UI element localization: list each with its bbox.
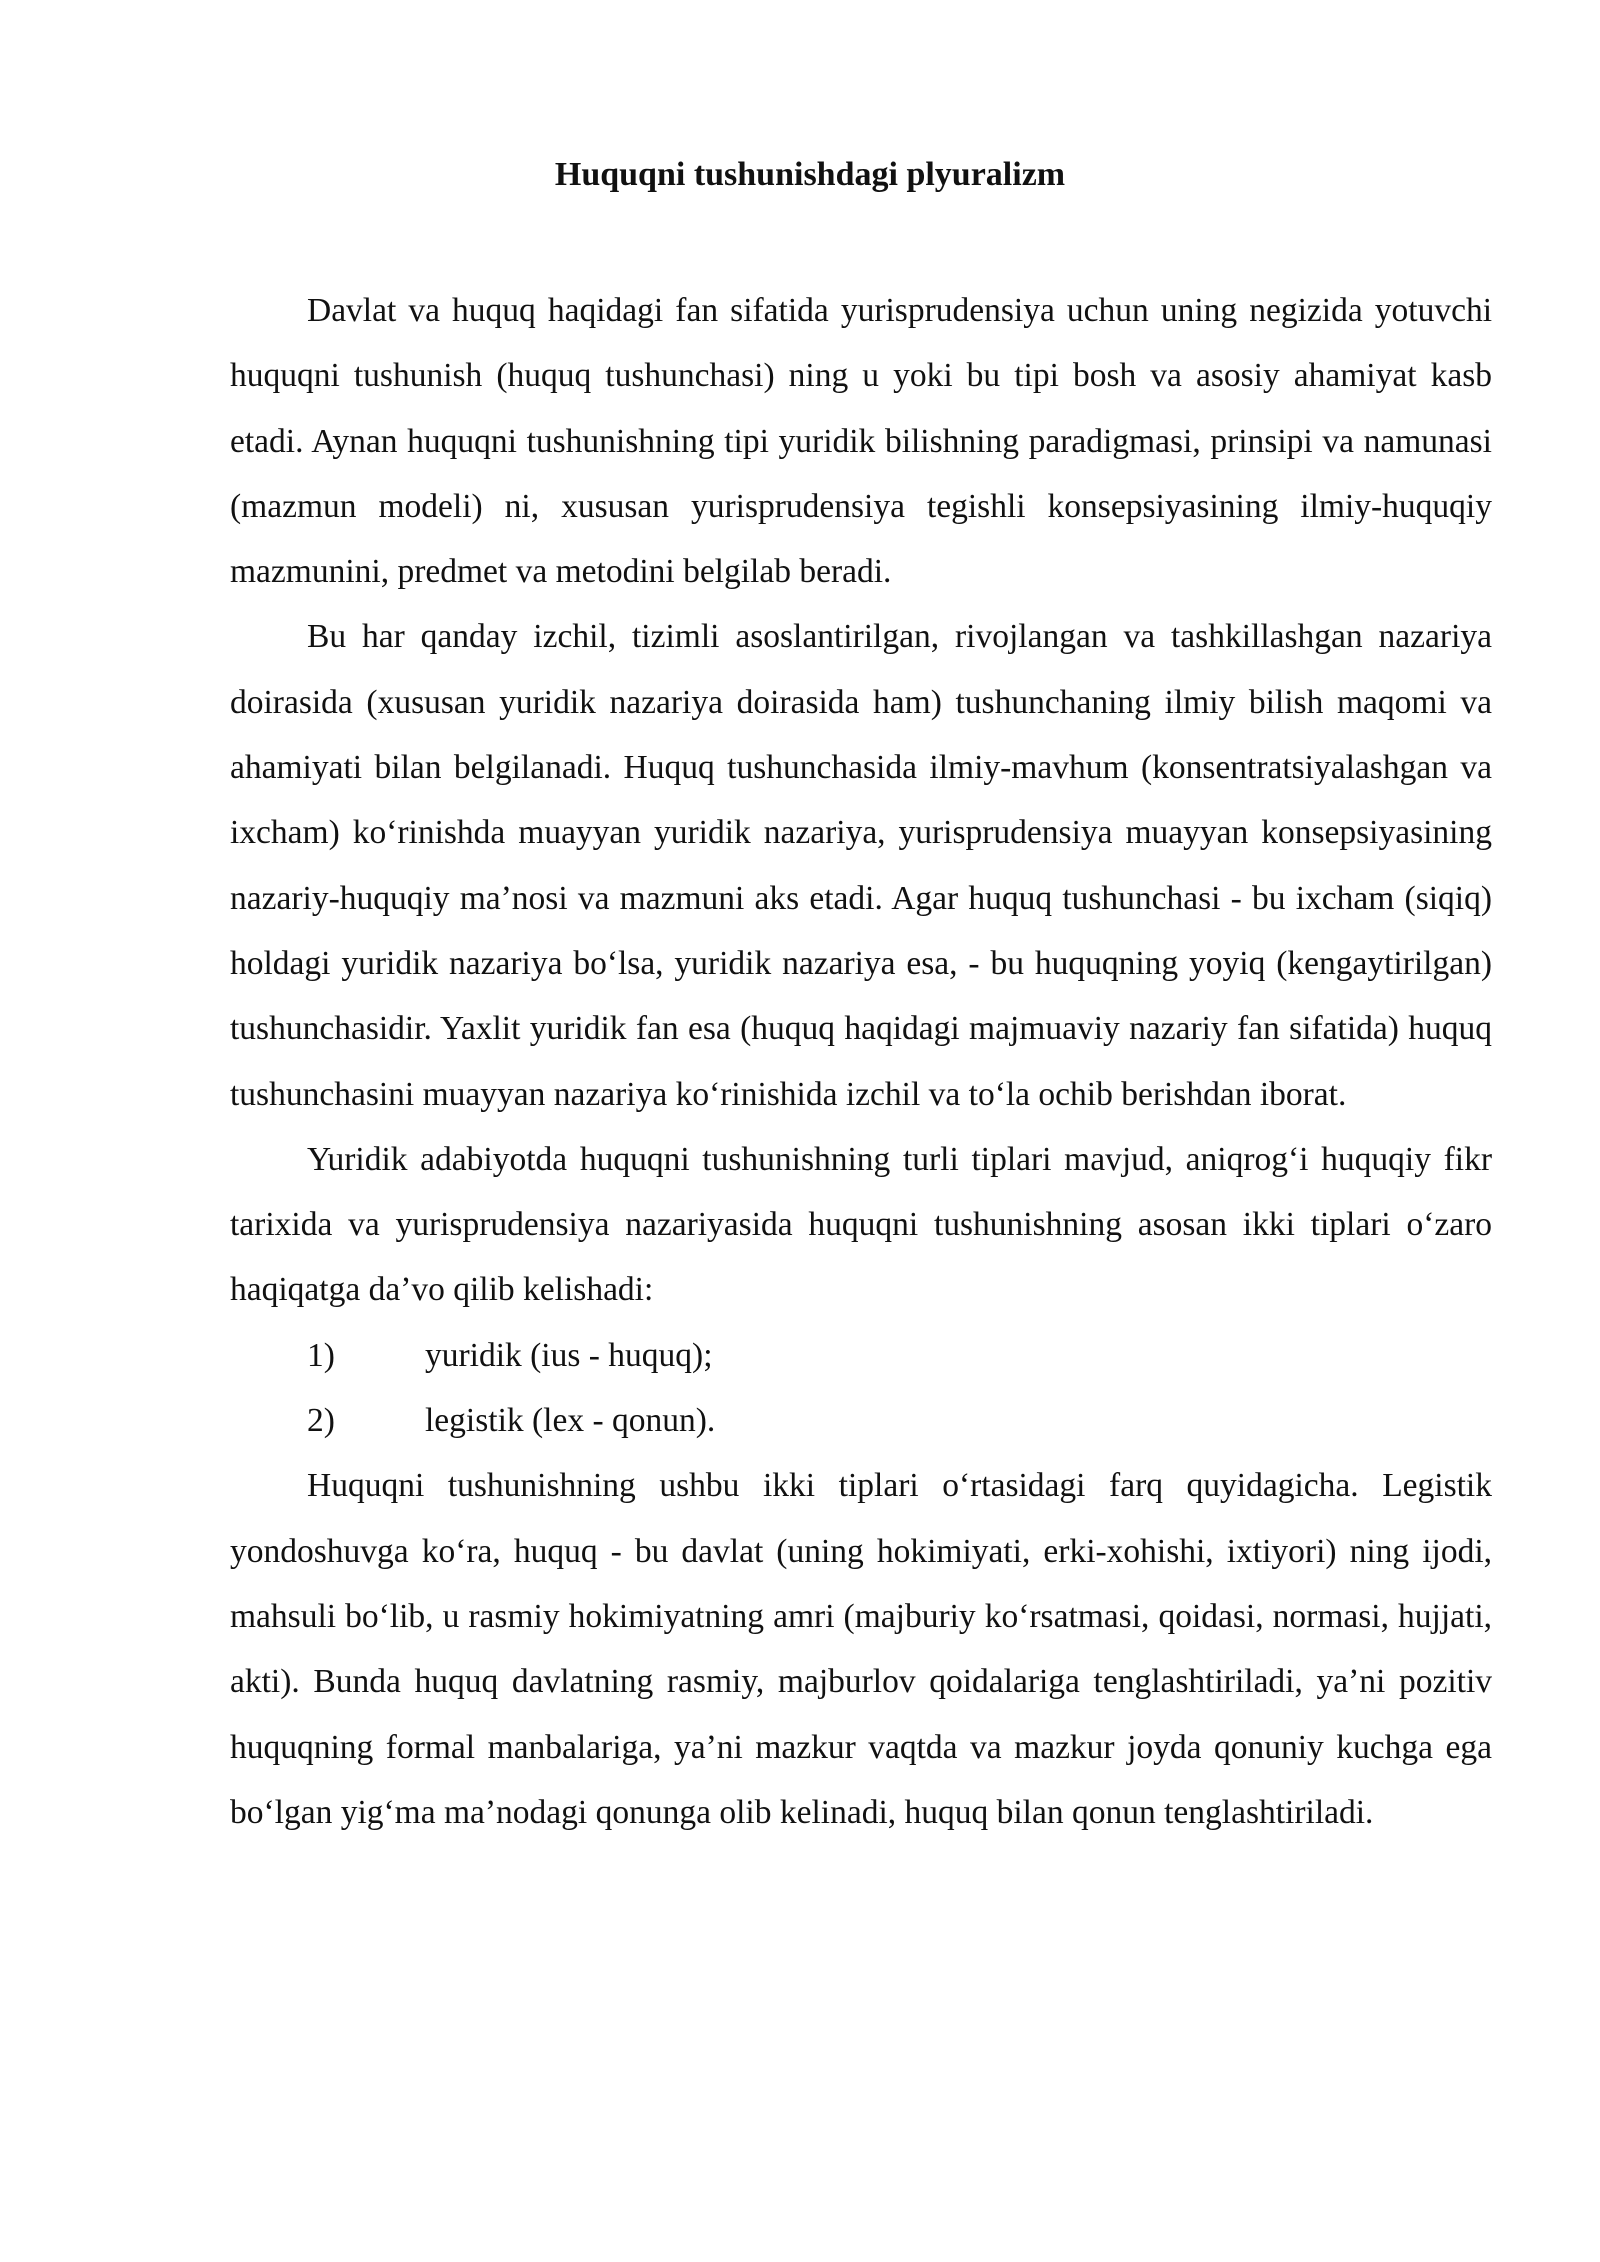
paragraph: Yuridik adabiyotda huquqni tushunishning turli tiplari mavjud, aniqrogʻi huquqiy fikr tarixida va yurisprudensiya nazariyasida huquqni tushunishning asosan ikki tiplari oʻzaro haqiqatga daʼvo qilib kelishadi: [230,1140,1492,1309]
list-item-number: 2) [307,1402,335,1440]
document-title: Huquqni tushunishdagi plyuralizm [554,156,1066,193]
paragraph: Bu har qanday izchil, tizimli asoslantirilgan, rivojlangan va tashkillashgan nazariya doirasida (xususan yuridik nazariya doirasida ham) tushunchaning ilmiy bilish maqomi va ahamiyati bilan belgilanadi. Huquq tushunchasida ilmiy-mavhum (konsentratsiyalashgan va ixcham) koʻrinishda muayyan yuridik nazariya, yurisprudensiya muayyan konsepsiyasining nazariy-huquqiy maʼnosi va mazmuni aks etadi. Agar huquq tushunchasi - bu ixcham (siqiq) holdagi yuridik nazariya boʻlsa, yuridik nazariya esa, - bu huquqning yoyiq (kengaytirilgan) tushunchasidir. Yaxlit yuridik fan esa (huquq haqidagi majmuaviy nazariy fan sifatida) huquq tushunchasini muayyan nazariya koʻrinishida izchil va toʻla ochib berishdan iborat. [230,618,1492,1113]
list-item [230,1323,1492,1388]
paragraph: Huquqni tushunishning ushbu ikki tiplari oʻrtasidagi farq quyidagicha. Legistik yondoshuvga koʻra, huquq - bu davlat (uning hokimiyati, erki-xohishi, ixtiyori) ning ijodi, mahsuli boʻlib, u rasmiy hokimiyatning amri (majburiy koʻrsatmasi, qoidasi, normasi, hujjati, akti). Bunda huquq davlatning rasmiy, majburlov qoidalariga tenglashtiriladi, yaʼni pozitiv huquqning formal manbalariga, yaʼni mazkur vaqtda va mazkur joyda qonuniy kuchga ega boʻlgan yigʻma maʼnodagi qonunga olib kelinadi, huquq bilan qonun tenglashtiriladi. [230,1467,1492,1831]
list-item [230,1388,1492,1453]
document-body [230,278,1492,1845]
list-item-text: yuridik (ius - huquq); [425,1336,713,1374]
list-item-text: legistik (lex - qonun). [425,1402,716,1440]
list-item-number: 1) [307,1336,335,1374]
paragraph: Davlat va huquq haqidagi fan sifatida yurisprudensiya uchun uning negizida yotuvchi huquqni tushunish (huquq tushunchasi) ning u yoki bu tipi bosh va asosiy ahamiyat kasb etadi. Aynan huquqni tushunishning tipi yuridik bilishning paradigmasi, prinsipi va namunasi (mazmun modeli) ni, xususan yurisprudensiya tegishli konsepsiyasining ilmiy-huquqiy mazmunini, predmet va metodini belgilab beradi. [230,292,1492,591]
